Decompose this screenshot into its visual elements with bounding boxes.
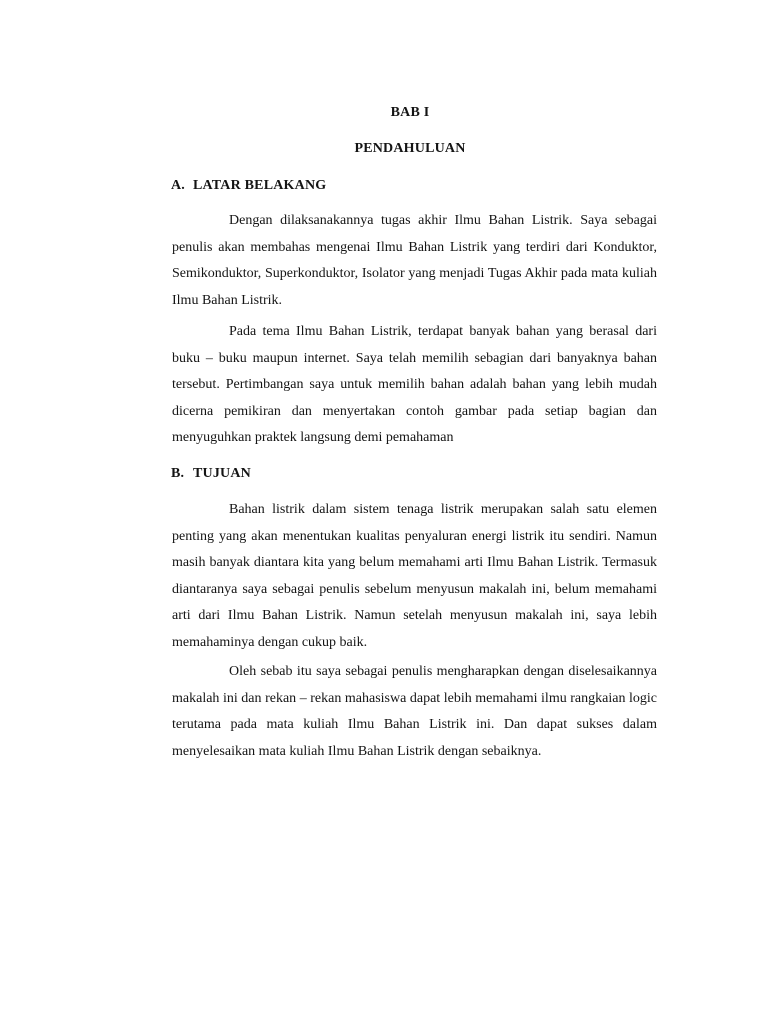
section-letter: A. bbox=[171, 178, 186, 193]
section-heading-text: TUJUAN bbox=[193, 466, 251, 481]
section-heading-text: LATAR BELAKANG bbox=[193, 178, 327, 193]
paragraph: Dengan dilaksanakannya tugas akhir Ilmu Bahan Listrik. Saya sebagai penulis akan membahas mengenai Ilmu Bahan Listrik yang terdiri dari Konduktor, Semikonduktor, Superkonduktor, Isolator yang menjadi Tugas Akhir pada mata kuliah Ilmu Bahan Listrik. bbox=[172, 213, 657, 308]
chapter-title: BAB I bbox=[390, 105, 430, 120]
section-letter: B. bbox=[171, 466, 185, 481]
section-heading-latar-belakang bbox=[171, 178, 326, 194]
paragraph: Bahan listrik dalam sistem tenaga listrik merupakan salah satu elemen penting yang akan menentukan kualitas penyaluran energi listrik itu sendiri. Namun masih banyak diantara kita yang belum memahami arti Ilmu Bahan Listrik. Termasuk diantaranya saya sebagai penulis sebelum menyusun makalah ini, belum memahami arti dari Ilmu Bahan Listrik. Namun setelah menyusun makalah ini, saya lebih memahaminya dengan cukup baik. bbox=[172, 502, 657, 650]
section-heading-tujuan bbox=[171, 466, 251, 482]
chapter-subtitle: PENDAHULUAN bbox=[354, 141, 466, 156]
paragraph: Oleh sebab itu saya sebagai penulis mengharapkan dengan diselesaikannya makalah ini dan rekan – rekan mahasiswa dapat lebih memahami ilmu rangkaian logic terutama pada mata kuliah Ilmu Bahan Listrik ini. Dan dapat sukses dalam menyelesaikan mata kuliah Ilmu Bahan Listrik dengan sebaiknya. bbox=[172, 664, 657, 759]
paragraph: Pada tema Ilmu Bahan Listrik, terdapat banyak bahan yang berasal dari buku – buku maupun internet. Saya telah memilih sebagian dari banyaknya bahan tersebut. Pertimbangan saya untuk memilih bahan adalah bahan yang lebih mudah dicerna pemikiran dan menyertakan contoh gambar pada setiap bagian dan menyuguhkan praktek langsung demi pemahaman bbox=[172, 324, 657, 445]
